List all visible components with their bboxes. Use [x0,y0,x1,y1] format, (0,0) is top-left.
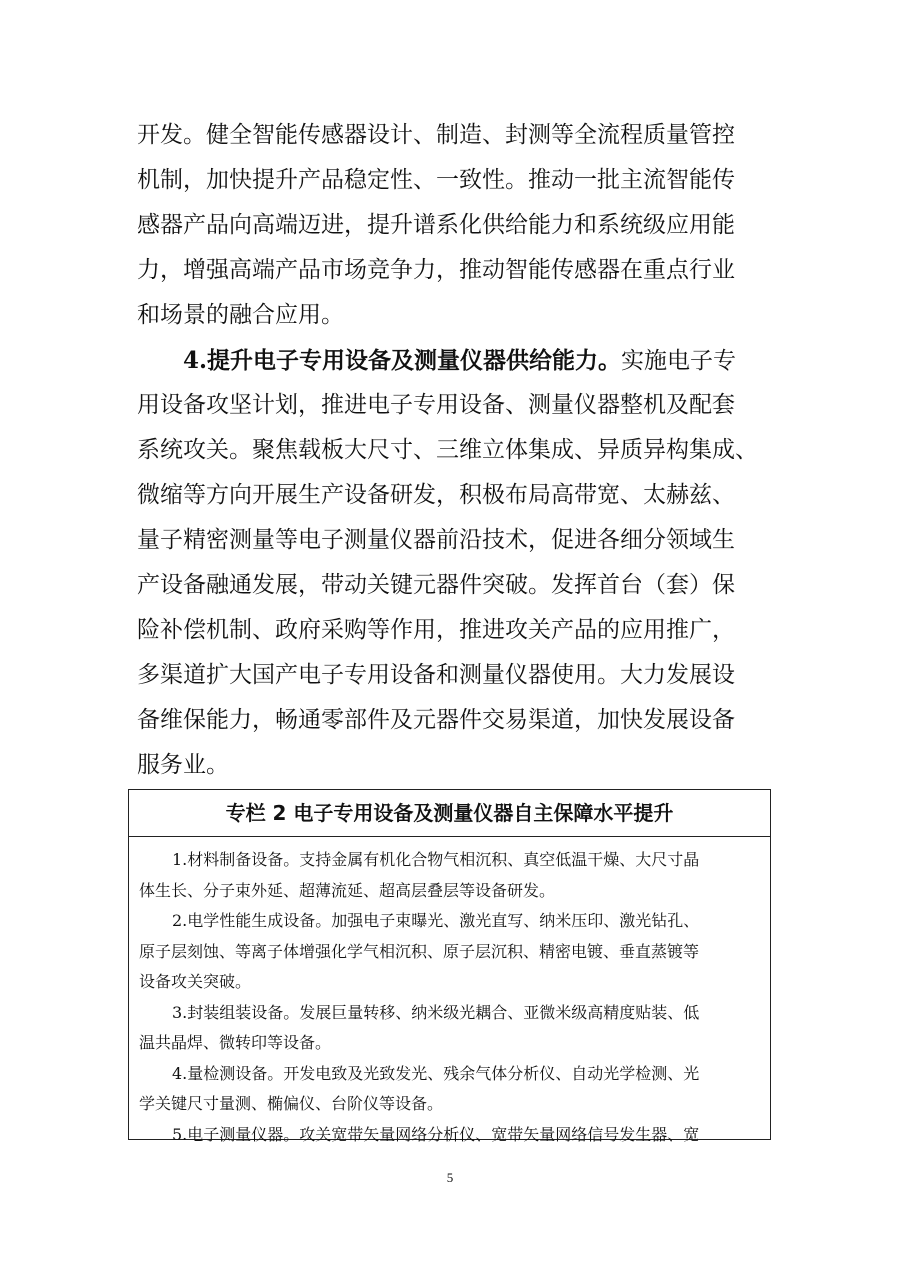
text-line: 系统攻关。聚焦载板大尺寸、三维立体集成、异质异构集成、 [137,437,758,463]
text-line: 多渠道扩大国产电子专用设备和测量仪器使用。大力发展设 [137,662,735,688]
text-line: 开发。健全智能传感器设计、制造、封测等全流程质量管控 [137,122,735,148]
text-line: 和场景的融合应用。 [137,302,344,328]
text-line: 用设备攻坚计划，推进电子专用设备、测量仪器整机及配套 [137,392,735,418]
box-item-line: 4.量检测设备。开发电致及光致发光、残余气体分析仪、自动光学检测、光 [172,1063,700,1083]
text-line: 机制，加快提升产品稳定性、一致性。推动一批主流智能传 [137,167,735,193]
section-heading: 4.提升电子专用设备及测量仪器供给能力。 [183,347,622,374]
text-line: 产设备融通发展，带动关键元器件突破。发挥首台（套）保 [137,572,735,598]
text-line: 险补偿机制、政府采购等作用，推进攻关产品的应用推广， [137,617,735,643]
box-item-line: 体生长、分子束外延、超薄流延、超高层叠层等设备研发。 [139,880,556,900]
special-column-box [128,789,771,1144]
paragraph-first-line [137,338,769,383]
box-item-line: 2.电学性能生成设备。加强电子束曝光、激光直写、纳米压印、激光钻孔、 [172,911,700,930]
text-line: 力，增强高端产品市场竞争力，推动智能传感器在重点行业 [137,257,735,283]
box-item-line: 1.材料制备设备。支持金属有机化合物气相沉积、真空低温干燥、大尺寸晶 [172,850,700,869]
box-body [129,837,770,1150]
box-item-line: 设备攻关突破。 [139,972,252,991]
text-fragment: 实施电子专 [621,348,737,374]
box-item-line: 5.电子测量仪器。攻关宽带矢量网络分析仪、宽带矢量网络信号发生器、宽 [172,1124,700,1144]
box-item-line: 3.封装组装设备。发展巨量转移、纳米级光耦合、亚微米级高精度贴装、低 [172,1002,700,1022]
box-item-line: 温共晶焊、微转印等设备。 [139,1033,332,1052]
text-line: 备维保能力，畅通零部件及元器件交易渠道，加快发展设备 [137,707,735,733]
page-number: 5 [446,1170,454,1185]
paragraph-equipment-supply [137,338,769,788]
text-line: 感器产品向高端迈进，提升谱系化供给能力和系统级应用能 [137,212,735,238]
text-line: 服务业。 [137,752,229,778]
text-line: 微缩等方向开展生产设备研发，积极布局高带宽、太赫兹、 [137,482,735,508]
box-item-line: 原子层刻蚀、等离子体增强化学气相沉积、原子层沉积、精密电镀、垂直蒸镀等 [139,941,700,961]
box-item-line: 学关键尺寸量测、椭偏仪、台阶仪等设备。 [139,1094,444,1113]
box-title: 专栏 2 电子专用设备及测量仪器自主保障水平提升 [129,790,770,837]
paragraph-smart-sensors [137,113,769,338]
text-line: 量子精密测量等电子测量仪器前沿技术，促进各细分领域生 [137,527,735,553]
